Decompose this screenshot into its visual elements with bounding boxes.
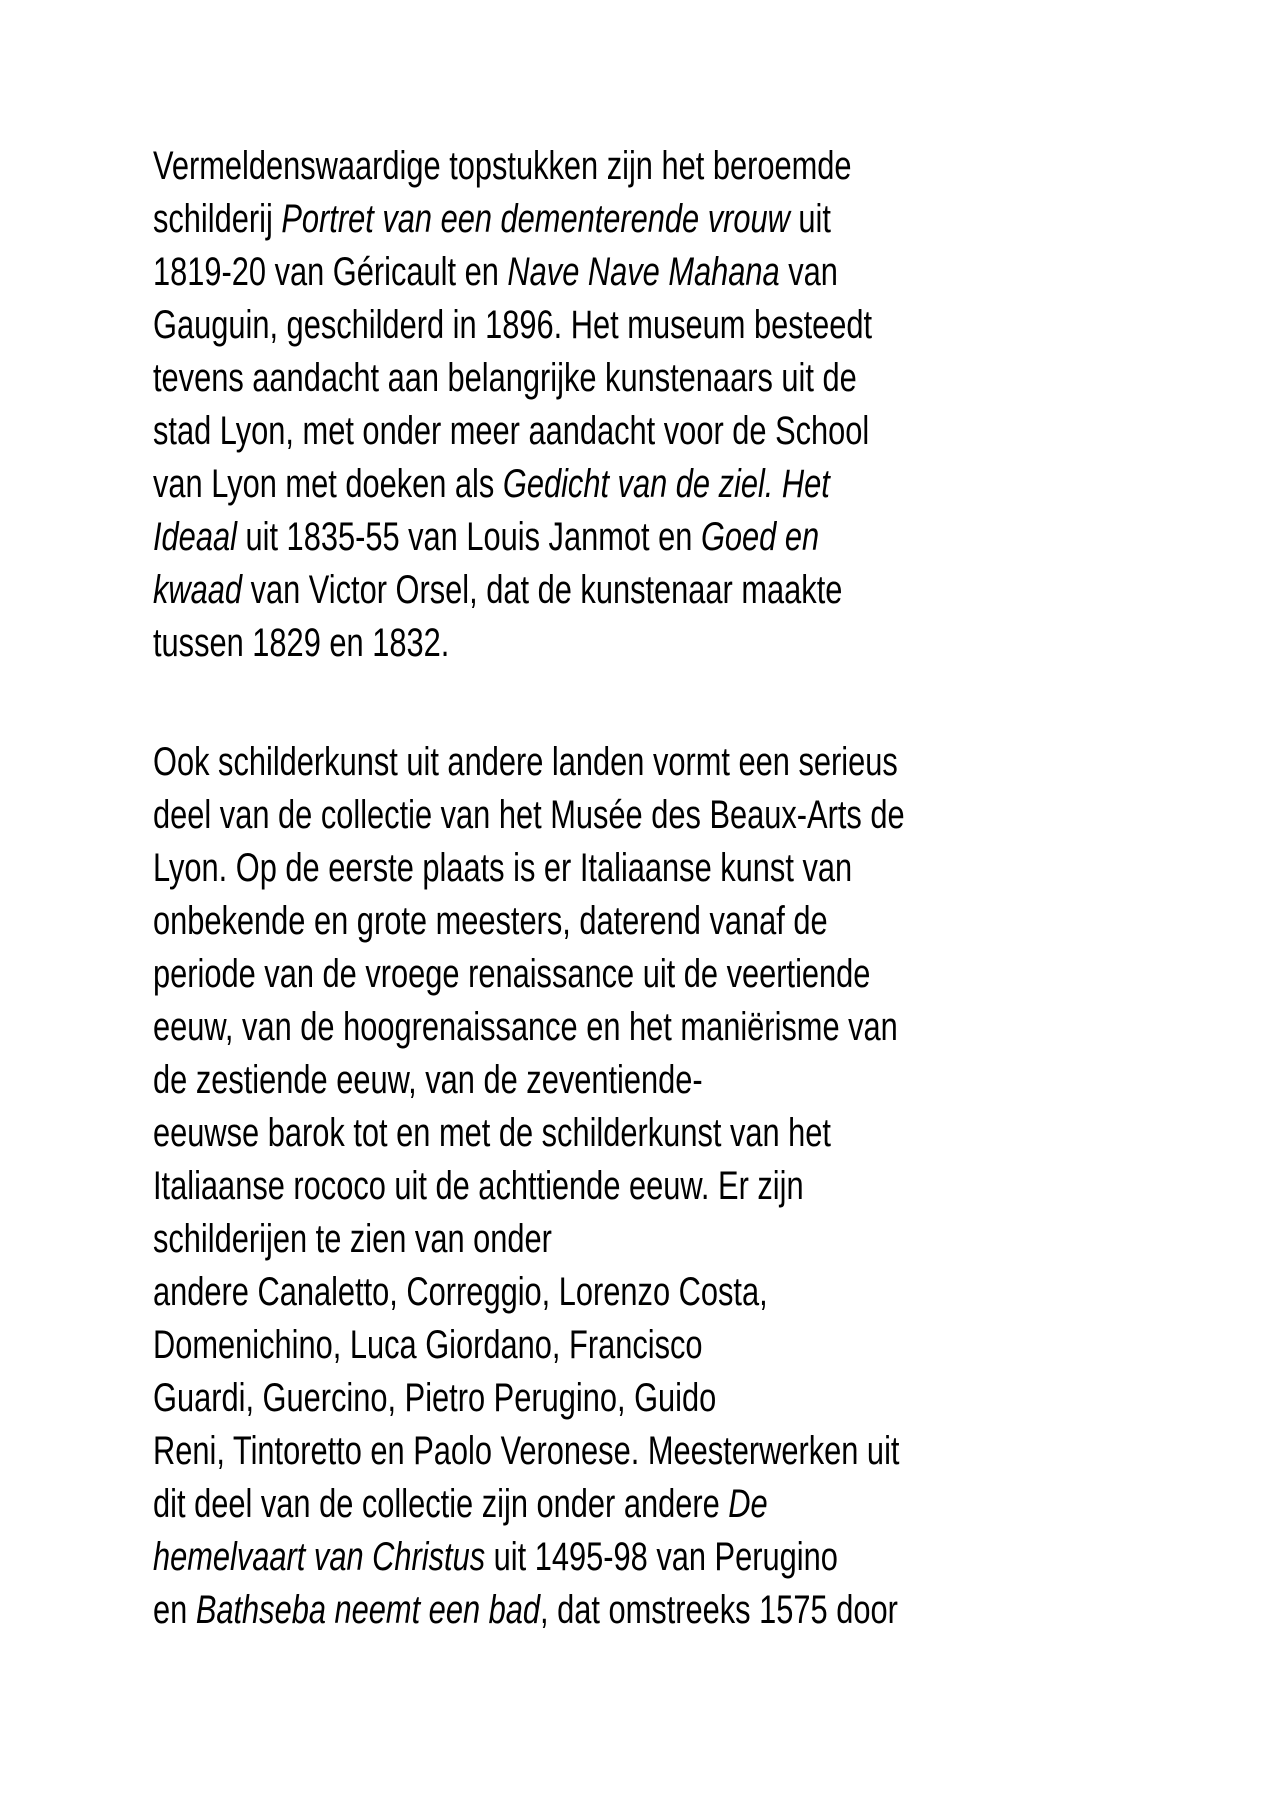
text-line bbox=[153, 1319, 905, 1372]
text-line bbox=[153, 1478, 905, 1531]
text-segment: tussen 1829 en 1832. bbox=[153, 621, 450, 665]
text-segment: Guardi, Guercino, Pietro Perugino, Guido bbox=[153, 1376, 717, 1420]
text-segment: en bbox=[153, 1588, 196, 1632]
text-line bbox=[153, 193, 872, 246]
text-line bbox=[153, 246, 872, 299]
text-segment: Ook schilderkunst uit andere landen vormt een serieus bbox=[153, 740, 898, 784]
text-line bbox=[153, 458, 872, 511]
text-segment: , dat omstreeks 1575 door bbox=[540, 1588, 898, 1632]
text-segment: van Victor Orsel, dat de kunstenaar maakte bbox=[242, 568, 843, 612]
italic-text-segment: Nave Nave Mahana bbox=[507, 250, 780, 294]
text-segment: uit bbox=[789, 197, 831, 241]
text-line bbox=[153, 405, 872, 458]
italic-text-segment: Portret van een dementerende vrouw bbox=[281, 197, 790, 241]
italic-text-segment: Ideaal bbox=[153, 515, 237, 559]
text-line bbox=[153, 1001, 905, 1054]
text-line bbox=[153, 1054, 905, 1107]
text-line bbox=[153, 564, 872, 617]
text-line bbox=[153, 617, 872, 670]
text-segment: uit 1495-98 van Perugino bbox=[485, 1535, 838, 1579]
text-segment: dit deel van de collectie zijn onder andere bbox=[153, 1482, 729, 1526]
text-segment: schilderijen te zien van onder bbox=[153, 1217, 552, 1261]
text-segment: Italiaanse rococo uit de achttiende eeuw. Er zijn bbox=[153, 1164, 804, 1208]
text-segment: stad Lyon, met onder meer aandacht voor de School bbox=[153, 409, 870, 453]
text-segment: periode van de vroege renaissance uit de veertiende bbox=[153, 952, 871, 996]
text-line bbox=[153, 1584, 905, 1637]
text-line bbox=[153, 948, 905, 1001]
text-segment: uit 1835-55 van Louis Janmot en bbox=[236, 515, 701, 559]
italic-text-segment: hemelvaart van Christus bbox=[153, 1535, 486, 1579]
text-line bbox=[153, 511, 872, 564]
text-line bbox=[153, 352, 872, 405]
paragraph-schilderkunst-andere-landen bbox=[153, 736, 905, 1637]
italic-text-segment: Goed en bbox=[700, 515, 820, 559]
text-line bbox=[153, 789, 905, 842]
text-line bbox=[153, 140, 872, 193]
text-line bbox=[153, 736, 905, 789]
text-line bbox=[153, 1266, 905, 1319]
paragraph-topstukken bbox=[153, 140, 872, 670]
text-line bbox=[153, 1372, 905, 1425]
text-segment: van Lyon met doeken als bbox=[153, 462, 503, 506]
text-line bbox=[153, 1213, 905, 1266]
text-segment: eeuw, van de hoogrenaissance en het maniërisme van bbox=[153, 1005, 898, 1049]
text-segment: Lyon. Op de eerste plaats is er Italiaanse kunst van bbox=[153, 846, 853, 890]
italic-text-segment: De bbox=[728, 1482, 768, 1526]
text-line bbox=[153, 1425, 905, 1478]
text-line bbox=[153, 842, 905, 895]
italic-text-segment: Gedicht van de ziel. Het bbox=[502, 462, 830, 506]
text-segment: Gauguin, geschilderd in 1896. Het museum besteedt bbox=[153, 303, 873, 347]
text-segment: de zestiende eeuw, van de zeventiende- bbox=[153, 1058, 703, 1102]
text-segment: onbekende en grote meesters, daterend vanaf de bbox=[153, 899, 828, 943]
text-line bbox=[153, 1107, 905, 1160]
text-segment: andere Canaletto, Correggio, Lorenzo Costa, bbox=[153, 1270, 768, 1314]
text-segment: schilderij bbox=[153, 197, 282, 241]
text-segment: 1819-20 van Géricault en bbox=[153, 250, 508, 294]
text-segment: Vermeldenswaardige topstukken zijn het beroemde bbox=[153, 144, 852, 188]
text-segment: Reni, Tintoretto en Paolo Veronese. Meesterwerken uit bbox=[153, 1429, 900, 1473]
text-line bbox=[153, 1531, 905, 1584]
italic-text-segment: Bathseba neemt een bad bbox=[195, 1588, 541, 1632]
text-segment: eeuwse barok tot en met de schilderkunst van het bbox=[153, 1111, 831, 1155]
text-line bbox=[153, 1160, 905, 1213]
text-line bbox=[153, 299, 872, 352]
text-segment: deel van de collectie van het Musée des Beaux-Arts de bbox=[153, 793, 905, 837]
text-line bbox=[153, 895, 905, 948]
text-segment: Domenichino, Luca Giordano, Francisco bbox=[153, 1323, 703, 1367]
text-segment: tevens aandacht aan belangrijke kunstenaars uit de bbox=[153, 356, 857, 400]
italic-text-segment: kwaad bbox=[153, 568, 243, 612]
text-segment: van bbox=[779, 250, 838, 294]
